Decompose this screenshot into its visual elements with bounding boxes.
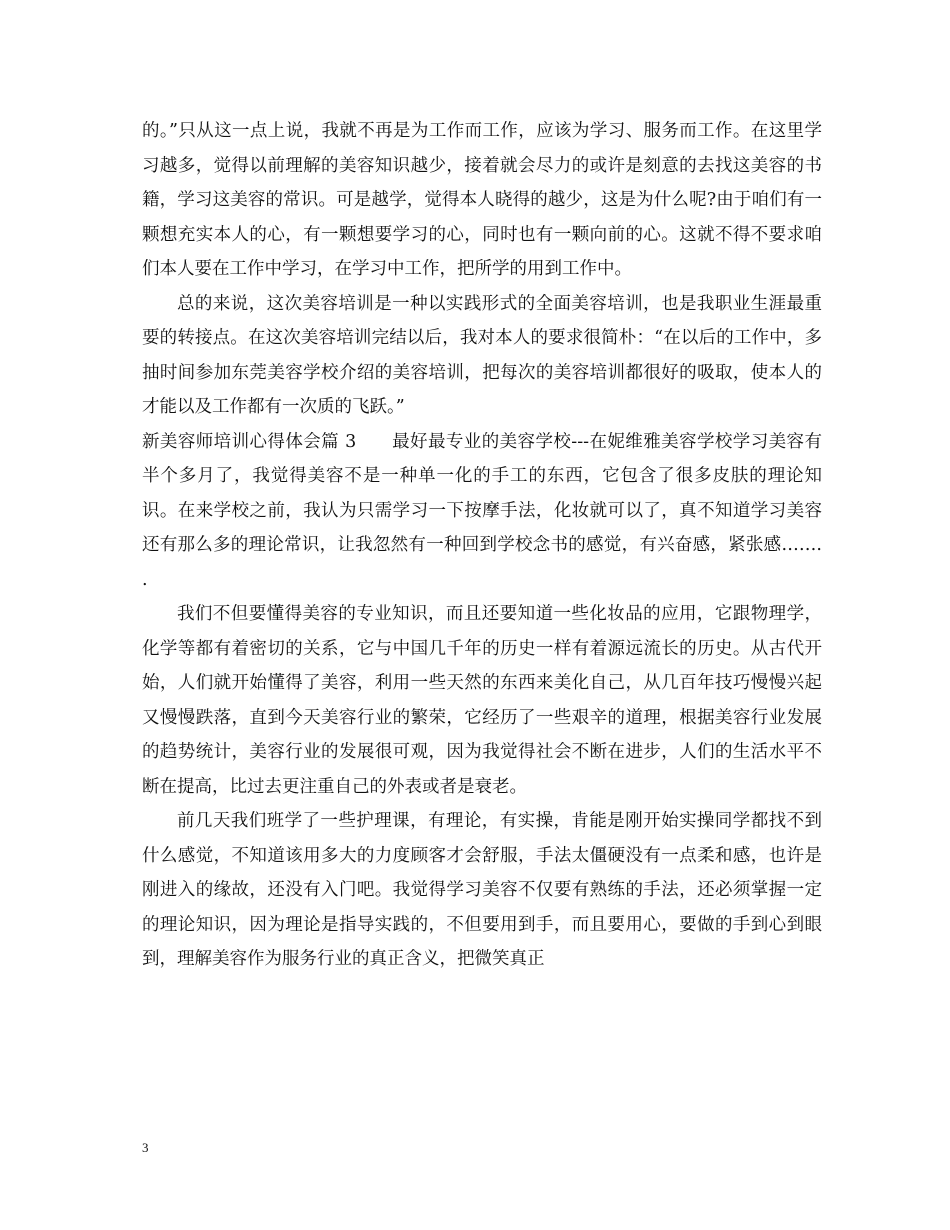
page-number: 3: [142, 1140, 149, 1155]
section-heading: 新美容师培训心得体会篇 3: [142, 431, 357, 452]
paragraph-1: 的。”只从这一点上说，我就不再是为工作而工作，应该为学习、服务而工作。在这里学习越多，觉得以前理解的美容知识越少，接着就会尽力的或许是刻意的去找这美容的书籍，学习这美容的常识。可是越学，觉得本人晓得的越少，这是为什么呢?由于咱们有一颗想充实本人的心，有一颗想要学习的心，同时也有一颗向前的心。这就不得不要求咱们本人要在工作中学习，在学习中工作，把所学的用到工作中。: [142, 121, 822, 279]
document-body: [142, 114, 822, 977]
paragraph-3: [142, 425, 822, 598]
paragraph-5: 前几天我们班学了一些护理课，有理论，有实操，肯能是刚开始实操同学都找不到什么感觉，不知道该用多大的力度顾客才会舒服，手法太僵硬没有一点柔和感，也许是刚进入的缘故，还没有入门吧。我觉得学习美容不仅要有熟练的手法，还必须掌握一定的理论知识，因为理论是指导实践的，不但要用到手，而且要用心，要做的手到心到眼到，理解美容作为服务行业的真正含义，把微笑真正: [142, 811, 822, 969]
paragraph-4: 我们不但要懂得美容的专业知识，而且还要知道一些化妆品的应用，它跟物理学，化学等都有着密切的关系，它与中国几千年的历史一样有着源远流长的历史。从古代开始，人们就开始懂得了美容，利用一些天然的东西来美化自己，从几百年技巧慢慢兴起又慢慢跌落，直到今天美容行业的繁荣，它经历了一些艰辛的道理，根据美容行业发展的趋势统计，美容行业的发展很可观，因为我觉得社会不断在进步，人们的生活水平不断在提高，比过去更注重自己的外表或者是衰老。: [142, 604, 822, 797]
paragraph-3-text: 最好最专业的美容学校---在妮维雅美容学校学习美容有半个多月了，我觉得美容不是一种单一化的手工的东西，它包含了很多皮肤的理论知识。在来学校之前，我认为只需学习一下按摩手法，化妆就可以了，真不知道学习美容还有那么多的理论常识，让我忽然有一种回到学校念书的感觉，有兴奋感，紧张感……. .: [142, 431, 822, 590]
paragraph-2: 总的来说，这次美容培训是一种以实践形式的全面美容培训，也是我职业生涯最重要的转接点。在这次美容培训完结以后，我对本人的要求很简朴：“在以后的工作中，多抽时间参加东莞美容学校介绍的美容培训，把每次的美容培训都很好的吸取，使本人的才能以及工作都有一次质的飞跃。”: [142, 293, 822, 417]
heading-gap: [356, 432, 392, 452]
